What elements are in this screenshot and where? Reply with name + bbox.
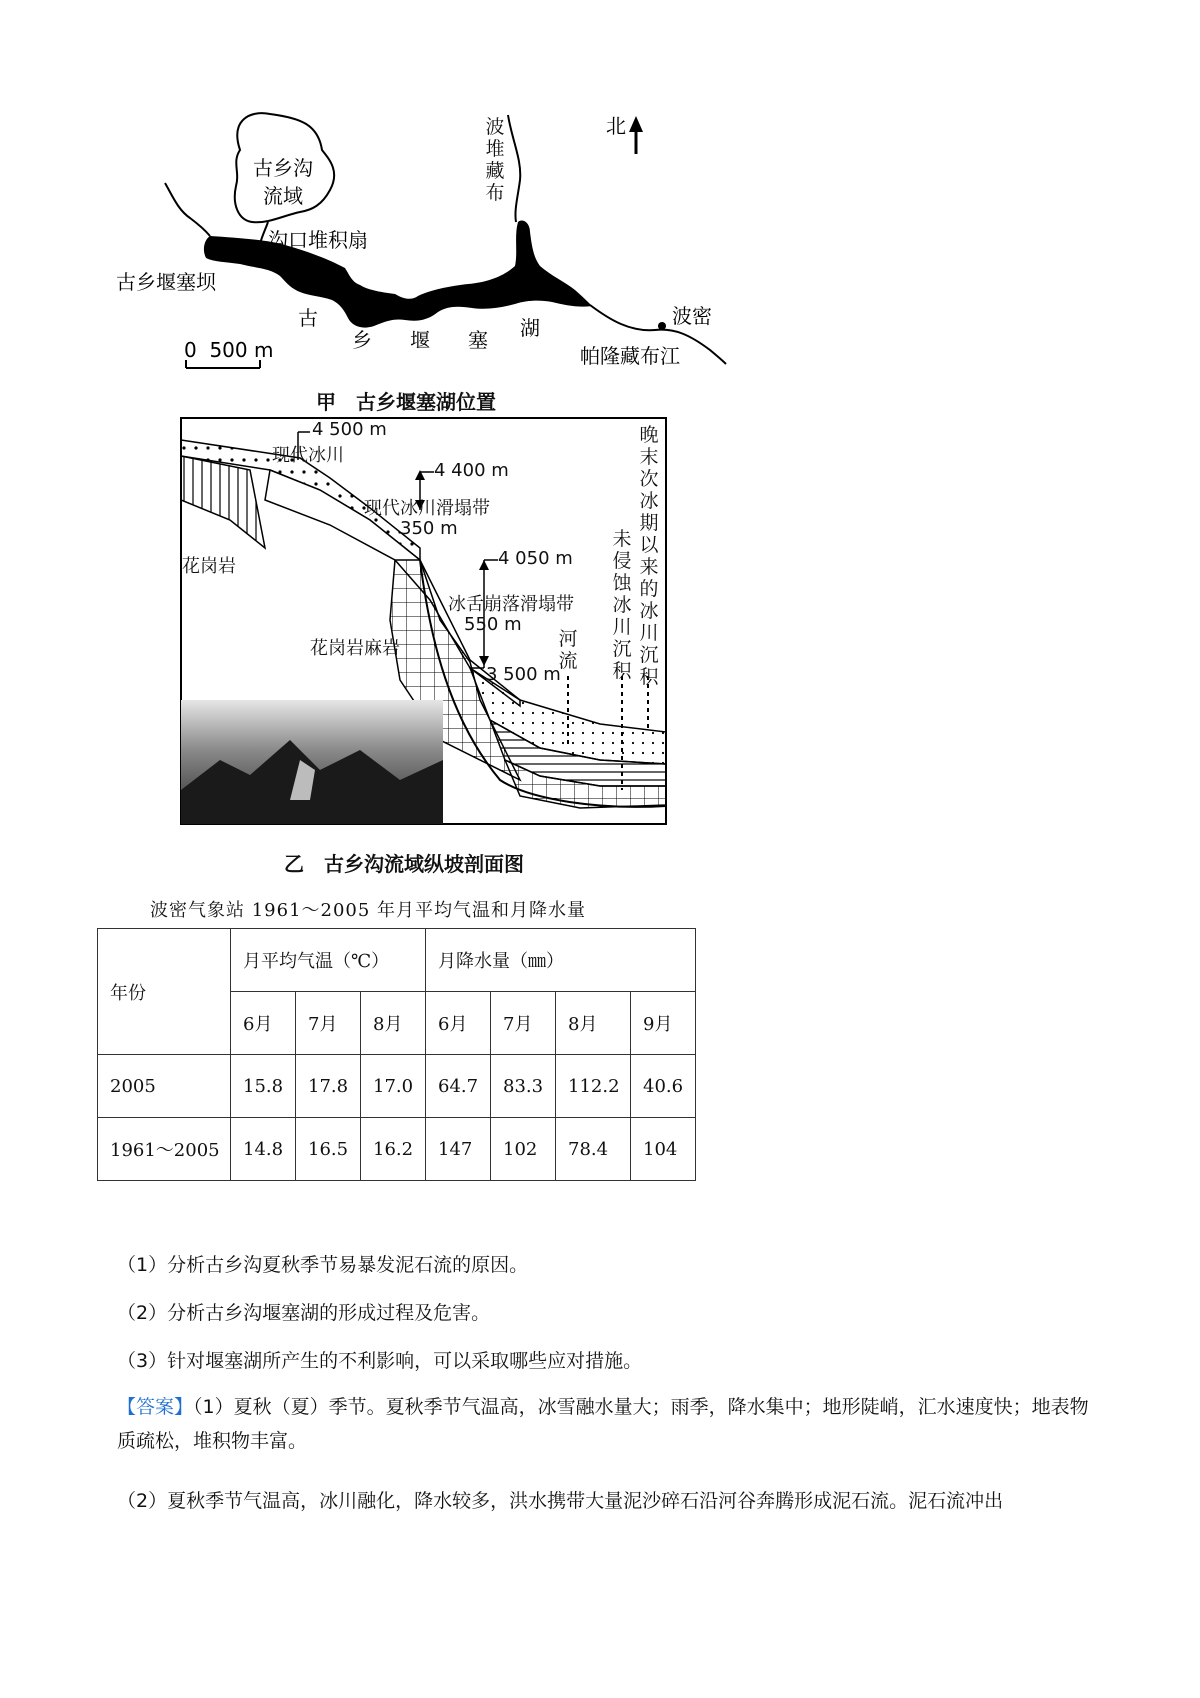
year-cell: 2005 <box>98 1055 231 1118</box>
gneiss-label: 花岗岩麻岩 <box>310 638 400 659</box>
fan-label: 沟口堆积扇 <box>268 228 368 252</box>
question-2: （2）分析古乡沟堰塞湖的形成过程及危害。 <box>117 1302 491 1324</box>
slide1-label: 现代冰川滑塌带 <box>364 498 490 519</box>
answer-paragraph-2: （2）夏秋季节气温高，冰川融化，降水较多，洪水携带大量泥沙碎石沿河谷奔腾形成泥石流。泥石流冲出 <box>117 1490 1004 1512</box>
answer-tag: 【答案】 <box>117 1396 194 1418</box>
potui-river-label: 波堆藏布 <box>485 116 505 204</box>
value-cell: 112.2 <box>556 1055 631 1118</box>
value-cell: 14.8 <box>231 1118 296 1181</box>
year-header: 年份 <box>98 929 231 1055</box>
value-cell: 17.8 <box>296 1055 361 1118</box>
table-title: 波密气象站 1961～2005 年月平均气温和月降水量 <box>150 900 587 921</box>
value-cell: 16.2 <box>361 1118 426 1181</box>
month-cell: 6月 <box>426 992 491 1055</box>
month-cell: 7月 <box>491 992 556 1055</box>
map-caption: 甲 古乡堰塞湖位置 <box>316 390 496 414</box>
month-cell: 6月 <box>231 992 296 1055</box>
question-1: （1）分析古乡沟夏秋季节易暴发泥石流的原因。 <box>117 1254 529 1276</box>
value-cell: 102 <box>491 1118 556 1181</box>
value-cell: 40.6 <box>631 1055 696 1118</box>
month-cell: 8月 <box>556 992 631 1055</box>
lake-label-char: 堰 <box>410 328 430 352</box>
temp-header: 月平均气温（℃） <box>231 929 426 992</box>
value-cell: 64.7 <box>426 1055 491 1118</box>
table-row <box>98 1055 696 1118</box>
elev-4050-label: 4 050 m <box>498 548 573 569</box>
parlung-label: 帕隆藏布江 <box>580 344 680 368</box>
value-cell: 147 <box>426 1118 491 1181</box>
longitudinal-profile <box>0 0 1200 830</box>
month-cell: 9月 <box>631 992 696 1055</box>
answer-paragraph-1 <box>117 1390 1097 1458</box>
basin-label: 古乡沟流域 <box>253 156 313 208</box>
elev-4400-label: 4 400 m <box>434 460 509 481</box>
granite-label: 花岗岩 <box>182 556 236 577</box>
value-cell: 17.0 <box>361 1055 426 1118</box>
month-cell: 8月 <box>361 992 426 1055</box>
elev-4500-label: 4 500 m <box>312 419 387 440</box>
deposit-a-label: 未侵蚀冰川沉积 <box>612 528 632 682</box>
glacier-label: 现代冰川 <box>272 445 344 466</box>
bomi-label: 波密 <box>672 304 712 328</box>
climate-table <box>97 928 696 1181</box>
lake-label-char: 湖 <box>520 316 540 340</box>
dam-label: 古乡堰塞坝 <box>116 270 216 294</box>
value-cell: 15.8 <box>231 1055 296 1118</box>
value-cell: 83.3 <box>491 1055 556 1118</box>
question-3: （3）针对堰塞湖所产生的不利影响，可以采取哪些应对措施。 <box>117 1350 643 1372</box>
lake-label-char: 乡 <box>352 328 372 352</box>
slide2-length: 550 m <box>464 614 522 635</box>
slide2-label: 冰舌崩落滑塌带 <box>448 594 574 615</box>
profile-caption: 乙 古乡沟流域纵坡剖面图 <box>284 852 524 876</box>
granite-wedge <box>181 456 265 548</box>
lake-label-char: 古 <box>298 306 318 330</box>
elev-3500-label: 3 500 m <box>486 664 561 685</box>
value-cell: 16.5 <box>296 1118 361 1181</box>
river-label: 河流 <box>558 628 578 672</box>
lake-label-char: 塞 <box>468 328 488 352</box>
deposit-b-label: 晚末次冰期以来的冰川沉积 <box>639 424 659 688</box>
value-cell: 104 <box>631 1118 696 1181</box>
slide1-length: 350 m <box>400 518 458 539</box>
month-cell: 7月 <box>296 992 361 1055</box>
table-row <box>98 1118 696 1181</box>
precip-header: 月降水量（㎜） <box>426 929 696 992</box>
answer-text-1: （1）夏秋（夏）季节。夏秋季节气温高，冰雪融水量大；雨季，降水集中；地形陡峭，汇水速度快；地表物质疏松，堆积物丰富。 <box>117 1396 1089 1452</box>
scale-label: 0 500 m <box>184 338 274 362</box>
year-cell: 1961～2005 <box>98 1118 231 1181</box>
value-cell: 78.4 <box>556 1118 631 1181</box>
north-label: 北 <box>606 114 626 138</box>
